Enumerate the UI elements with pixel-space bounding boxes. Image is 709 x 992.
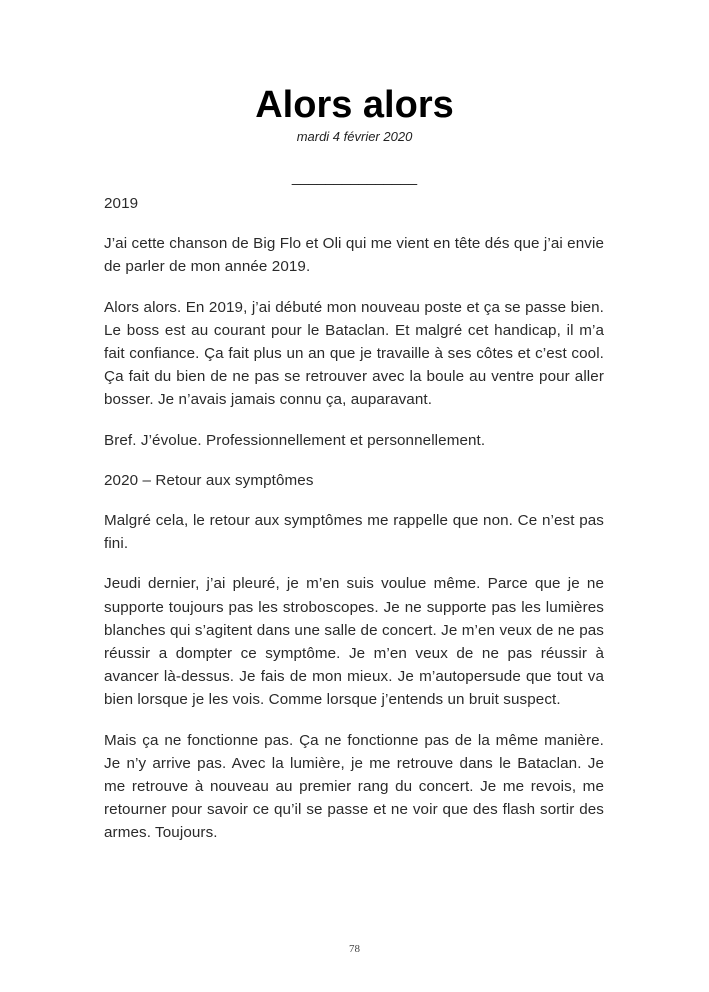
- paragraph: Mais ça ne fonctionne pas. Ça ne fonctionne pas de la même manière. Je n’y arrive pas. Avec la lumière, je me retrouve dans le Bataclan. Je me retrouve à nouveau au premier rang du concert. Je me revois, me retourner pour savoir ce qu’il se passe et ne voir que des flash sortir des armes. Toujours.: [104, 731, 604, 842]
- page-number: 78: [349, 943, 360, 955]
- section-heading-2019: 2019: [104, 195, 139, 212]
- page-title: Alors alors: [255, 84, 454, 126]
- paragraph: Malgré cela, le retour aux symptômes me rappelle que non. Ce n’est pas fini.: [104, 512, 604, 553]
- article-body: [104, 192, 604, 862]
- separator-line: _______________: [291, 169, 418, 186]
- paragraph: Bref. J’évolue. Professionnellement et personnellement.: [104, 431, 486, 449]
- paragraph: Jeudi dernier, j’ai pleuré, je m’en suis voulue même. Parce que je ne supporte toujours pas les stroboscopes. Je ne supporte pas les lumières blanches qui s’agitent dans une salle de concert. Je m’en veux de ne pas réussir a dompter ce symptôme. Je m’en veux de ne pas réussir à avancer là-dessus. Je fais de mon mieux. Je m’autopersude que tout va bien lorsque je les vois. Comme lorsque j’entends un bruit suspect.: [104, 575, 604, 709]
- post-date: mardi 4 février 2020: [296, 129, 413, 144]
- section-heading-2020: 2020 – Retour aux symptômes: [104, 471, 314, 489]
- paragraph: Alors alors. En 2019, j’ai débuté mon nouveau poste et ça se passe bien. Le boss est au courant pour le Bataclan. Et malgré cet handicap, il m’a fait confiance. Ça fait plus un an que je travaille à ses côtes et c’est cool. Ça fait du bien de ne pas se retrouver avec la boule au ventre pour aller bosser. Je n’avais jamais connu ça, auparavant.: [104, 298, 604, 409]
- paragraph: J’ai cette chanson de Big Flo et Oli qui me vient en tête dés que j’ai envie de parler de mon année 2019.: [104, 235, 604, 276]
